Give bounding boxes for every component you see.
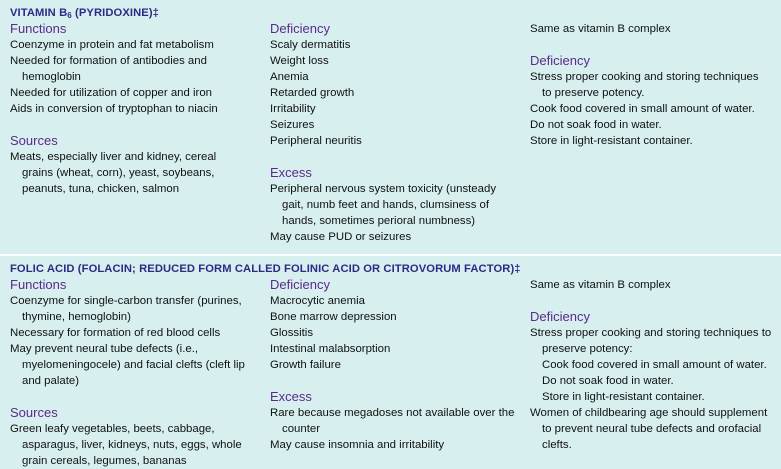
list-item: Macrocytic anemia <box>270 295 365 307</box>
list-item: Retarded growth <box>270 87 355 99</box>
folic-functions-heading: Functions <box>10 277 67 292</box>
folic-sources-list <box>10 421 262 469</box>
b6-excess-heading: Excess <box>270 165 312 180</box>
list-item: Do not soak food in water. <box>542 375 674 387</box>
list-item: Growth failure <box>270 359 341 371</box>
list-item: Necessary for formation of red blood cells <box>10 327 221 339</box>
list-item: May prevent neural tube defects (i.e., myelomeningocele) and facial clefts (cleft lip and palate) <box>10 343 245 387</box>
b6-excess-list <box>270 181 518 245</box>
list-item: Green leafy vegetables, beets, cabbage, asparagus, liver, kidneys, nuts, eggs, whole grain cereals, legumes, bananas <box>10 423 242 467</box>
list-item: Peripheral neuritis <box>270 135 362 147</box>
list-item: Coenzyme for single-carbon transfer (purines, thymine, hemoglobin) <box>10 295 242 323</box>
b6-sources-heading: Sources <box>10 133 58 148</box>
folic-col-nursing <box>530 277 772 453</box>
list-item: Seizures <box>270 119 315 131</box>
list-item: Scaly dermatitis <box>270 39 351 51</box>
folic-same-as: Same as vitamin B complex <box>530 279 671 291</box>
list-item: May cause insomnia and irritability <box>270 439 445 451</box>
list-item: Peripheral nervous system toxicity (unsteady gait, numb feet and hands, clumsiness of hands, sometimes perioral numbness) <box>270 183 497 227</box>
section-title-b6: VITAMIN $B_6$ (PYRIDOXINE)‡ <box>10 7 159 20</box>
section-divider <box>0 254 781 256</box>
list-item: Store in light-resistant container. <box>530 135 693 147</box>
b6-sources-list <box>10 149 250 197</box>
folic-deficiency-heading: Deficiency <box>270 277 330 292</box>
section-title-folic: FOLIC ACID (FOLACIN; REDUCED FORM CALLED FOLINIC ACID OR CITROVORUM FACTOR)‡ <box>10 263 521 275</box>
list-item: Aids in conversion of tryptophan to niacin <box>10 103 218 115</box>
list-item: Intestinal malabsorption <box>270 343 391 355</box>
list-item: Irritability <box>270 103 316 115</box>
folic-col-functions <box>10 277 262 469</box>
list-item: Store in light-resistant container. <box>542 391 705 403</box>
list-item: Anemia <box>270 71 309 83</box>
list-item: Weight loss <box>270 55 329 67</box>
list-item: Needed for formation of antibodies and hemoglobin <box>10 55 207 83</box>
folic-functions-list <box>10 293 262 389</box>
list-item: Cook food covered in small amount of water. <box>542 359 767 371</box>
b6-col3-deficiency-heading: Deficiency <box>530 53 590 68</box>
folic-excess-list <box>270 405 518 453</box>
folic-col-deficiency <box>270 277 518 453</box>
folic-col3-lead: Stress proper cooking and storing techniques to preserve potency: <box>530 327 772 355</box>
b6-functions-list <box>10 37 250 117</box>
folic-col3-deficiency-heading: Deficiency <box>530 309 590 324</box>
b6-deficiency-heading: Deficiency <box>270 21 330 36</box>
list-item: Glossitis <box>270 327 314 339</box>
b6-col-nursing <box>530 21 770 149</box>
b6-functions-heading: Functions <box>10 21 67 36</box>
b6-col3-list <box>530 69 770 149</box>
folic-excess-heading: Excess <box>270 389 312 404</box>
folic-sources-heading: Sources <box>10 405 58 420</box>
list-item: Cook food covered in small amount of water. <box>530 103 755 115</box>
b6-col-deficiency <box>270 21 518 245</box>
list-item: Do not soak food in water. <box>530 119 662 131</box>
list-item: Bone marrow depression <box>270 311 397 323</box>
list-item: Rare because megadoses not available over the counter <box>270 407 515 435</box>
b6-col-functions <box>10 21 250 197</box>
folic-deficiency-list <box>270 293 518 373</box>
list-item: Coenzyme in protein and fat metabolism <box>10 39 214 51</box>
list-item: Needed for utilization of copper and iron <box>10 87 212 99</box>
folic-col3-sublist <box>530 357 772 405</box>
list-item: Stress proper cooking and storing techniques to preserve potency. <box>530 71 759 99</box>
list-item: May cause PUD or seizures <box>270 231 412 243</box>
b6-same-as: Same as vitamin B complex <box>530 23 671 35</box>
b6-deficiency-list <box>270 37 518 149</box>
list-item: Meats, especially liver and kidney, cereal grains (wheat, corn), yeast, soybeans, peanuts, tuna, chicken, salmon <box>10 151 217 195</box>
folic-col3-last: Women of childbearing age should supplement to prevent neural tube defects and orofacial clefts. <box>530 407 768 451</box>
